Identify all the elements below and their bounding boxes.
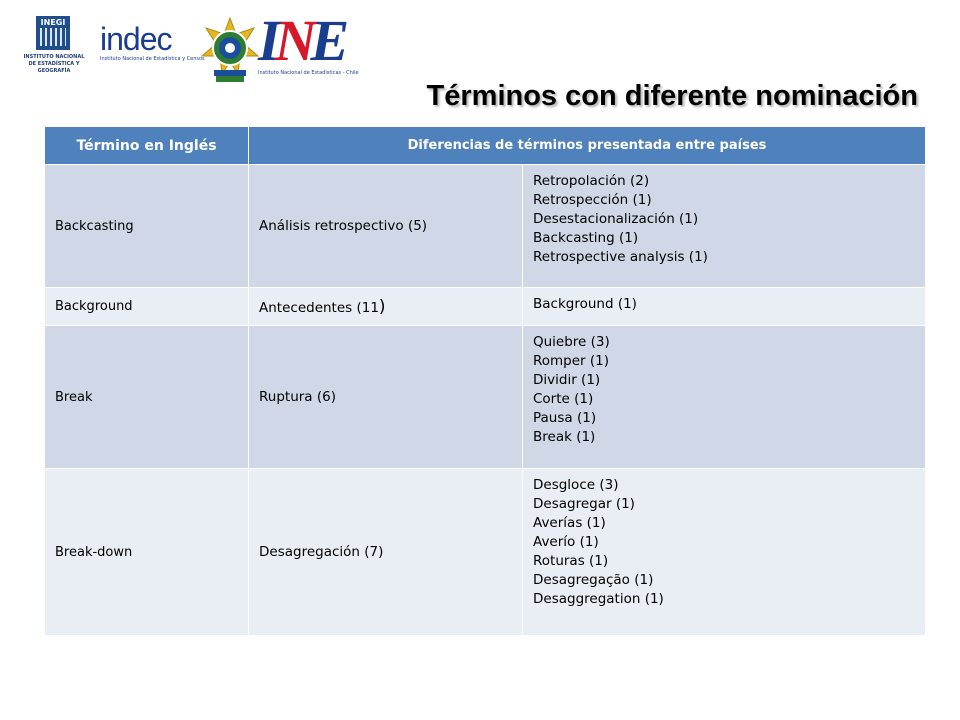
- inegi-subtitle: [20, 54, 88, 75]
- main-translation-paren: ): [378, 296, 386, 317]
- ine-letter-n: N: [274, 8, 311, 73]
- variants-cell: [523, 469, 926, 636]
- variant-item: Desgloce (3): [533, 477, 619, 493]
- main-translation-cell: Ruptura (6): [249, 326, 523, 469]
- header-differences: Diferencias de términos presentada entre países: [249, 127, 926, 165]
- variant-item: Quiebre (3): [533, 334, 610, 350]
- variant-item: Backcasting (1): [533, 230, 639, 246]
- main-translation-cell: Desagregación (7): [249, 469, 523, 636]
- ine-letter-e: E: [310, 8, 344, 73]
- variant-item: Desagregação (1): [533, 572, 654, 588]
- terms-table: [44, 126, 926, 636]
- indec-wordmark: indec: [100, 21, 172, 57]
- variant-item: Background (1): [533, 296, 637, 312]
- term-cell: Break: [45, 326, 249, 469]
- inegi-sub-line-1: INSTITUTO NACIONAL: [23, 54, 85, 60]
- seal-logo-icon: [200, 16, 260, 86]
- header-english-term: Término en Inglés: [45, 127, 249, 165]
- variant-item: Retropolación (2): [533, 173, 650, 189]
- variant-item: Retrospective analysis (1): [533, 249, 708, 265]
- main-translation-text: Antecedentes (11: [259, 299, 379, 316]
- main-translation-cell: Análisis retrospectivo (5): [249, 165, 523, 288]
- variant-item: Romper (1): [533, 353, 610, 369]
- variant-item: Retrospección (1): [533, 192, 652, 208]
- variant-item: Averío (1): [533, 534, 599, 550]
- ine-subtitle: Instituto Nacional de Estadísticas - Chile: [258, 70, 359, 76]
- indec-logo: [100, 21, 205, 64]
- variant-item: Roturas (1): [533, 553, 609, 569]
- variant-item: Desestacionalización (1): [533, 211, 699, 227]
- variants-cell: [523, 326, 926, 469]
- inegi-logo: [20, 16, 88, 80]
- main-translation-cell: [249, 288, 523, 326]
- indec-subtitle: Instituto Nacional de Estadística y Censos: [100, 56, 205, 62]
- term-cell: Break-down: [45, 469, 249, 636]
- ine-logo: [258, 8, 359, 90]
- inegi-mark: [36, 16, 70, 50]
- variant-item: Desaggregation (1): [533, 591, 664, 607]
- inegi-sub-line-2: DE ESTADÍSTICA Y GEOGRAFÍA: [28, 61, 80, 74]
- table-header-row: [45, 127, 926, 165]
- page-title: Términos con diferente nominación: [426, 80, 918, 112]
- term-cell: Background: [45, 288, 249, 326]
- inegi-grid-icon: [40, 28, 66, 46]
- variant-item: Corte (1): [533, 391, 594, 407]
- ine-wordmark: [258, 8, 358, 73]
- variants-cell: [523, 165, 926, 288]
- table-row: [45, 326, 926, 469]
- variant-item: Averías (1): [533, 515, 606, 531]
- ine-letter-i: I: [258, 8, 275, 73]
- table-row: [45, 288, 926, 326]
- variant-item: Desagregar (1): [533, 496, 635, 512]
- table-row: [45, 469, 926, 636]
- term-cell: Backcasting: [45, 165, 249, 288]
- variants-cell: [523, 288, 926, 326]
- variant-item: Break (1): [533, 429, 596, 445]
- variant-item: Dividir (1): [533, 372, 601, 388]
- inegi-abbr: INEGI: [40, 18, 66, 27]
- variant-item: Pausa (1): [533, 410, 597, 426]
- table-row: [45, 165, 926, 288]
